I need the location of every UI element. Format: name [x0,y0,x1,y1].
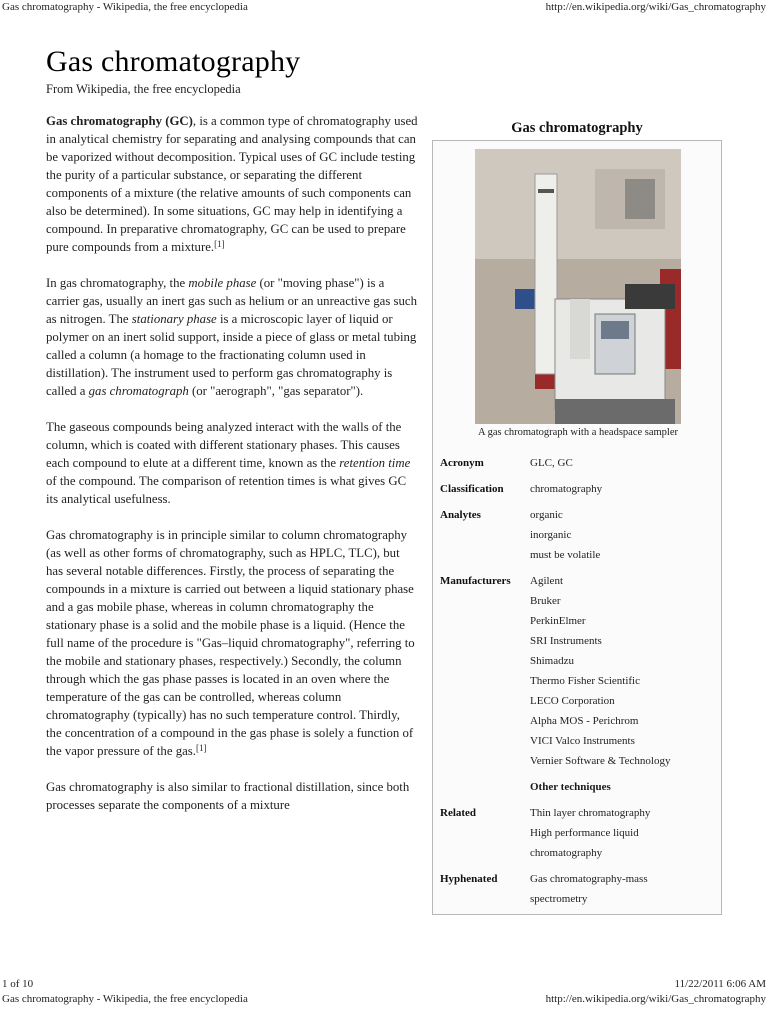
term-gc: Gas chromatography (GC) [46,114,193,128]
photo-caption: A gas chromatograph with a headspace sampler [477,427,678,438]
related-link[interactable]: chromatography [530,847,603,859]
text: The gaseous compounds being analyzed interact with the walls of the column, which is coated with different stationary phases. This causes each compound to elute at a different time, known as the [46,420,402,470]
intro-text: , is a common type of chromatography used in analytical chemistry for separating and analysing compounds that can be vaporized without decomposition. Typical uses of GC include testing the purity of a particular substance, or separating the different components of a mixture (the relative amounts of such components can also be determined). In some situations, GC may help in identifying a compound. In preparative chromatography, GC can be used to prepare pure compounds from a mixture. [46,114,418,254]
row-label: Classification [440,483,504,495]
infobox-row-hyphenated [440,869,720,909]
row-value [530,803,720,863]
related-link[interactable]: High performance liquid [530,827,639,839]
related-link[interactable]: Thin layer chromatography [530,807,651,819]
term-stationary-phase: stationary phase [131,312,217,326]
infobox-row-manufacturers [440,571,720,771]
row-label: Related [440,807,477,819]
article-body [46,112,418,832]
text: Gas chromatography is in principle similar to column chromatography (as well as other forms of chromatography, such as HPLC, TLC), but has several notable differences. Firstly, the process of separating the compounds in a mixture is carried out between a liquid stationary phase and a gas mobile phase, whereas in column chromatography the stationary phase is a solid and the mobile phase is a liquid. (Hence the full name of the procedure is "Gas–liquid chromatography", referring to the mobile and stationary phases, respectively.) Secondly, the column through which the gas phase passes is located in an oven where the temperature of the gas can be controlled, whereas column chromatography (typically) has no such temperature control. Thirdly, the concentration of a compound in the gas phase is solely a function of the vapor pressure of the gas. [46,528,415,758]
text: (or "moving phase") is a carrier gas, usually an inert gas such as helium or an unreactive gas such as nitrogen. The [46,276,417,326]
paragraph-phases [46,274,418,400]
print-datetime: 11/22/2011 6:06 AM [674,978,766,990]
infobox-row-classification [440,479,720,499]
manufacturer-link[interactable]: Alpha MOS - Perichrom [530,715,639,727]
print-footer-pagination [0,978,768,992]
term-gas-chromatograph: gas chromatograph [88,384,189,398]
print-header [0,0,768,16]
manufacturer-link[interactable]: LECO Corporation [530,695,615,707]
row-value: GLC, GC [530,457,573,469]
row-label: Hyphenated [440,873,498,885]
text: (or "aerograph", "gas separator"). [188,384,364,398]
other-techniques-heading: Other techniques [530,781,611,793]
manufacturer-link[interactable]: Thermo Fisher Scientific [530,675,640,687]
row-label: Acronym [440,457,484,469]
manufacturer-link[interactable]: PerkinElmer [530,615,586,627]
term-mobile-phase: mobile phase [188,276,257,290]
row-value [530,505,720,565]
page-subtitle: From Wikipedia, the free encyclopedia [46,82,241,96]
list-item: must be volatile [530,549,601,561]
page-title: Gas chromatography [46,45,301,78]
citation-link[interactable]: [1] [214,239,225,249]
manufacturer-link[interactable]: VICI Valco Instruments [530,735,635,747]
manufacturer-link[interactable]: Agilent [530,575,563,587]
header-url: http://en.wikipedia.org/wiki/Gas_chromatography [545,1,766,13]
paragraph-distillation: Gas chromatography is also similar to fractional distillation, since both processes separate the components of a mixture [46,780,410,812]
footer-url: http://en.wikipedia.org/wiki/Gas_chromatography [545,993,766,1005]
infobox-row-acronym [440,453,720,473]
paragraph-retention [46,418,418,508]
infobox-row-related [440,803,720,863]
row-label: Manufacturers [440,575,511,587]
row-label: Analytes [440,509,481,521]
infobox-title: Gas chromatography [511,120,643,136]
text: In gas chromatography, the [46,276,189,290]
term-retention-time: retention time [339,456,411,470]
hyphenated-link[interactable]: spectrometry [530,893,588,905]
paragraph-intro [46,112,418,256]
list-item[interactable]: organic [530,509,563,521]
infobox-rows [440,453,720,915]
print-footer [0,993,768,1007]
hyphenated-link[interactable]: Gas chromatography-mass [530,873,648,885]
infobox-row-analytes [440,505,720,565]
paragraph-differences [46,526,418,760]
gas-chromatograph-photo [475,149,681,424]
infobox [432,140,722,915]
page-count: 1 of 10 [2,978,34,990]
row-value [530,869,720,909]
manufacturer-link[interactable]: SRI Instruments [530,635,602,647]
footer-page-title: Gas chromatography - Wikipedia, the free encyclopedia [2,993,248,1005]
list-item[interactable]: inorganic [530,529,572,541]
citation-link[interactable]: [1] [195,743,207,753]
header-page-title: Gas chromatography - Wikipedia, the free encyclopedia [2,1,248,13]
link-chromatography[interactable]: chromatography [530,483,603,495]
text: of the compound. The comparison of retention times is what gives GC its analytical usefulness. [46,474,407,506]
text: is a microscopic layer of liquid or polymer on an inert solid support, inside a piece of glass or metal tubing called a column (a homage to the fractionating column used in distillation). The instrument used to perform gas chromatography is called a [46,312,417,398]
row-value [530,571,720,771]
manufacturer-link[interactable]: Vernier Software & Technology [530,755,671,767]
manufacturer-link[interactable]: Bruker [530,595,561,607]
manufacturer-link[interactable]: Shimadzu [530,655,574,667]
